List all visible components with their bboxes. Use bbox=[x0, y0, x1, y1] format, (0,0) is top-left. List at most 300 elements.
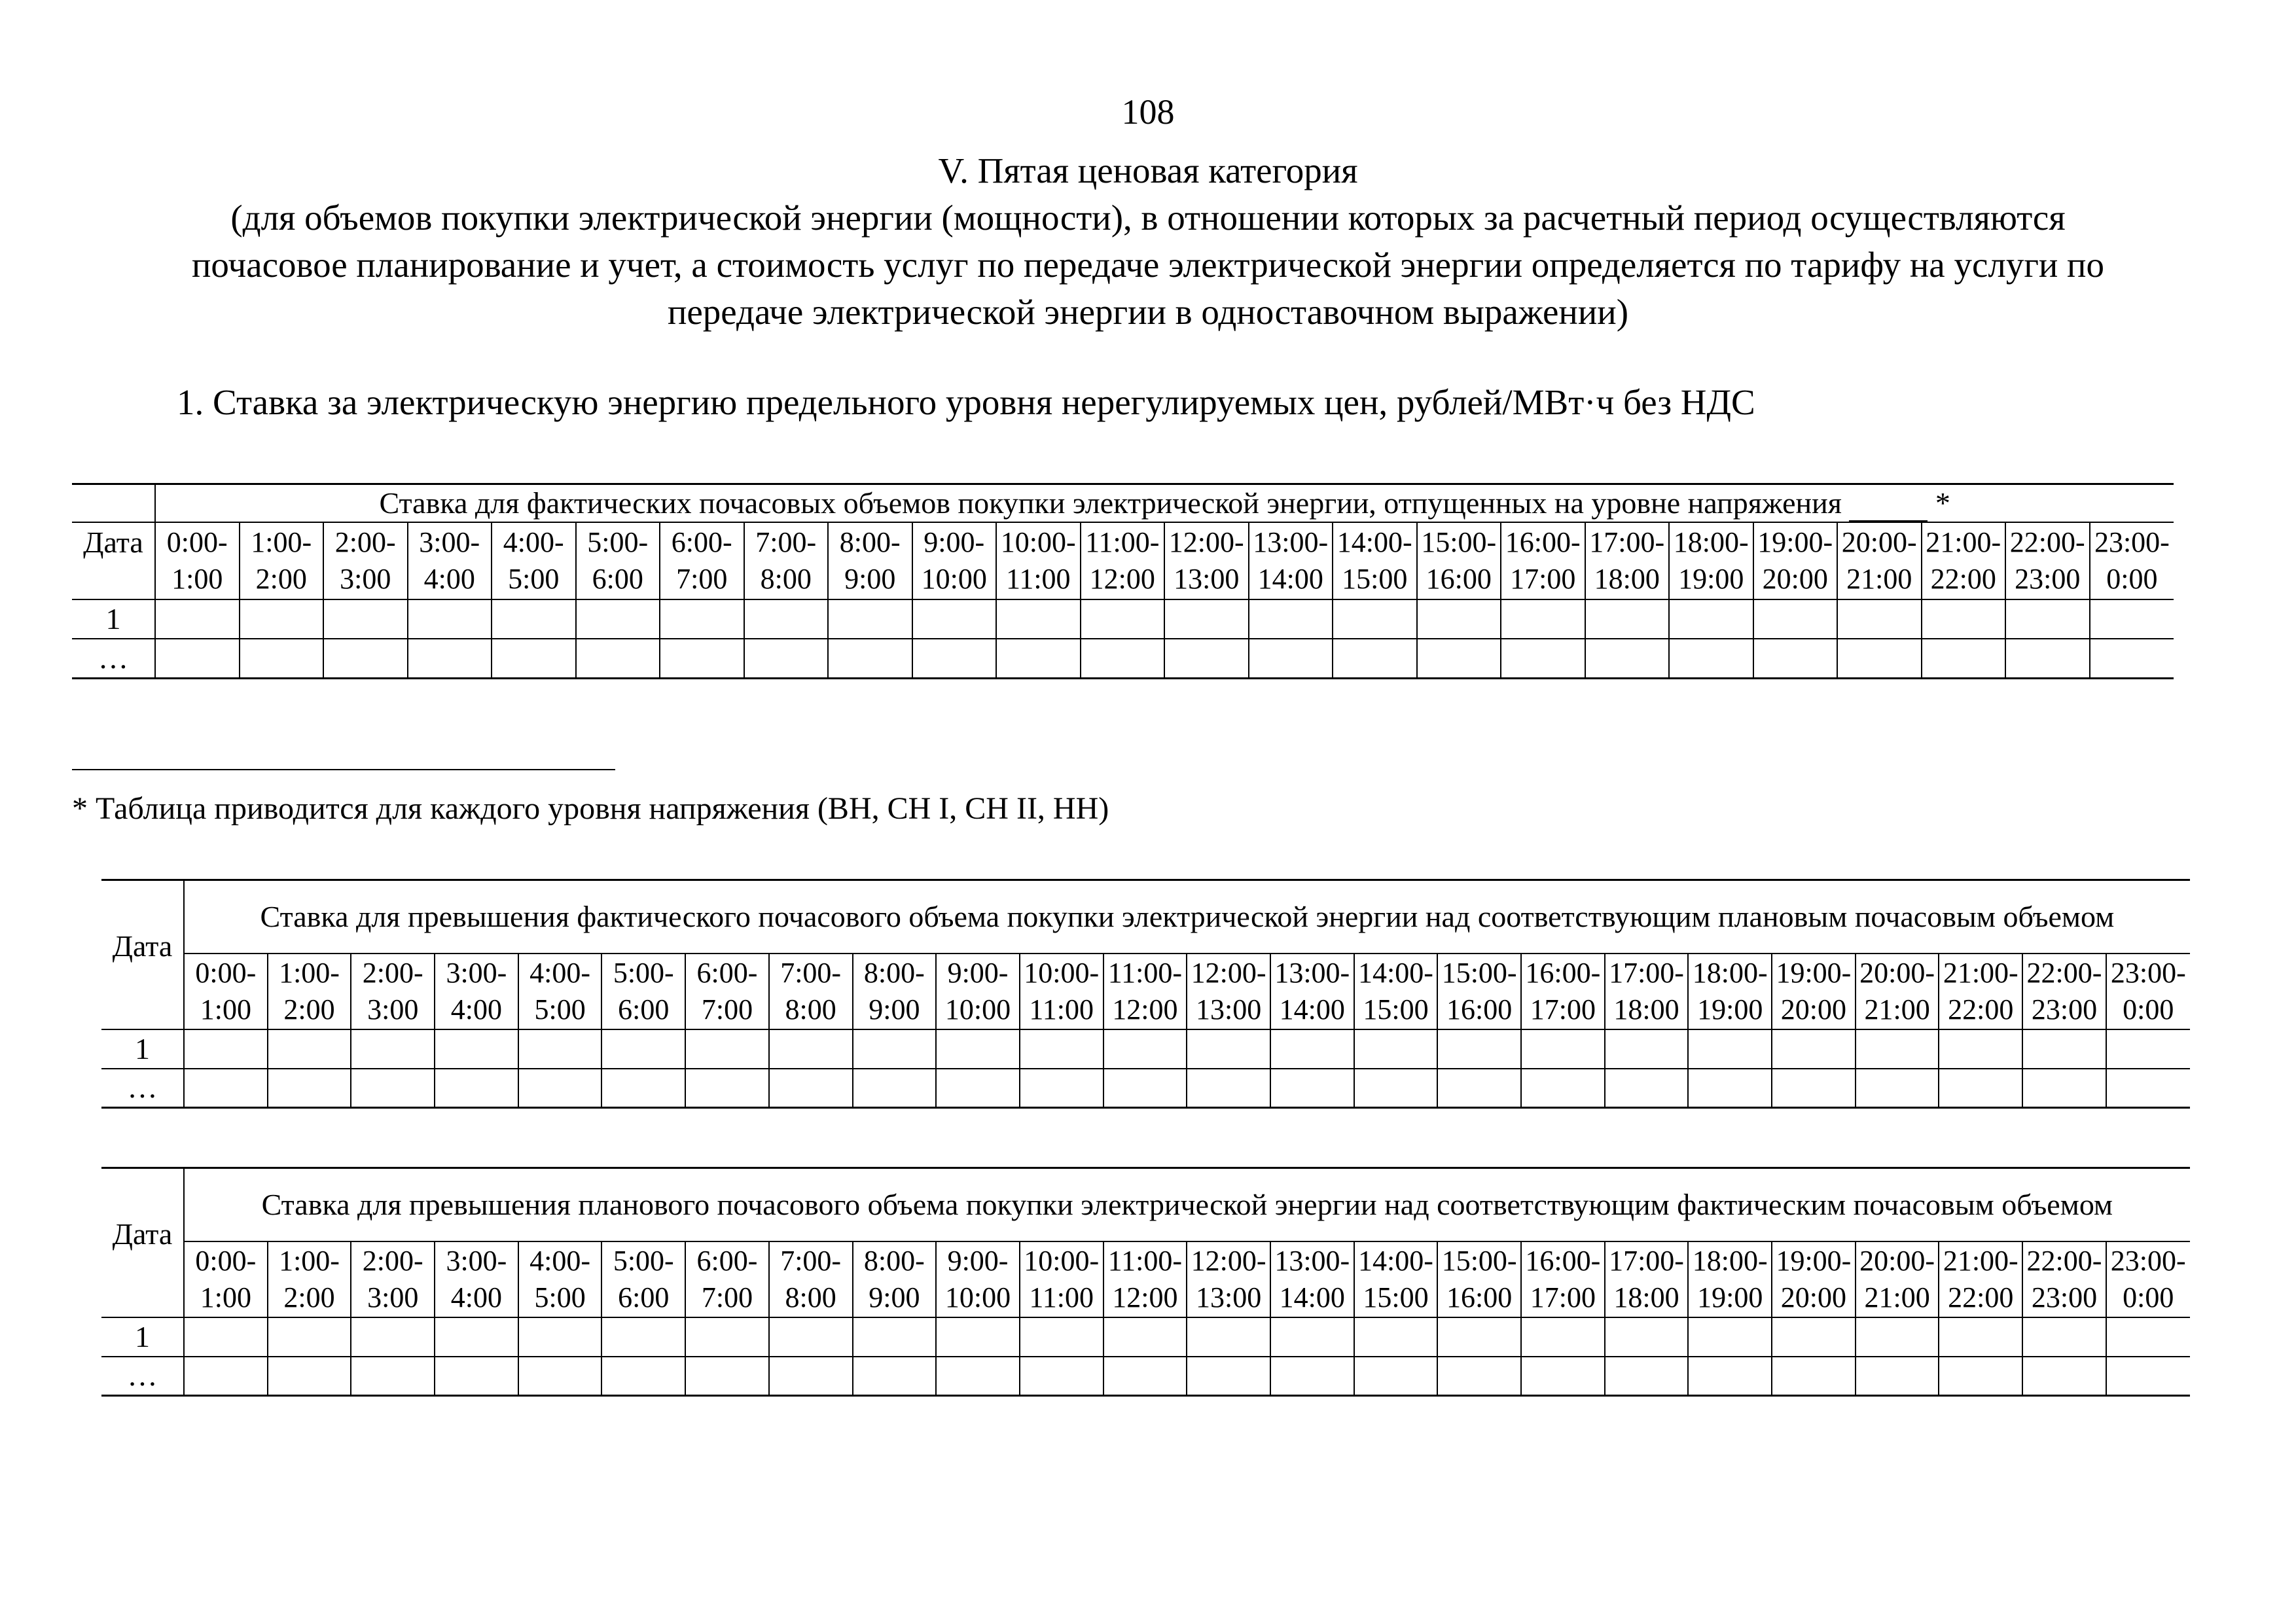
hour-end: 17:00 bbox=[1510, 563, 1576, 595]
hour-start: 12:00- bbox=[1191, 956, 1266, 989]
empty-value-cell bbox=[1164, 599, 1249, 639]
hour-start: 5:00- bbox=[613, 1244, 674, 1277]
hour-end: 5:00 bbox=[508, 563, 560, 595]
empty-value-cell bbox=[936, 1317, 1020, 1357]
hour-start: 17:00- bbox=[1609, 1244, 1684, 1277]
empty-value-cell bbox=[601, 1069, 685, 1108]
empty-value-cell bbox=[2106, 1357, 2190, 1396]
hour-end: 3:00 bbox=[340, 563, 391, 595]
hour-header-cell bbox=[351, 954, 435, 1029]
empty-value-cell bbox=[769, 1357, 853, 1396]
empty-value-cell bbox=[601, 1029, 685, 1069]
empty-value-cell bbox=[1354, 1357, 1438, 1396]
hour-start: 19:00- bbox=[1776, 1244, 1852, 1277]
empty-value-cell bbox=[685, 1029, 769, 1069]
hour-start: 18:00- bbox=[1673, 526, 1749, 558]
empty-value-cell bbox=[2106, 1317, 2190, 1357]
hour-end: 18:00 bbox=[1613, 1281, 1679, 1313]
row-label-cell bbox=[101, 1317, 184, 1357]
empty-value-cell bbox=[576, 639, 660, 678]
table-header-cell bbox=[155, 484, 2174, 523]
hour-end: 16:00 bbox=[1446, 993, 1513, 1026]
table-header-row bbox=[101, 1168, 2190, 1241]
empty-value-cell bbox=[1270, 1317, 1354, 1357]
row-label: … bbox=[127, 1071, 158, 1105]
empty-value-cell bbox=[936, 1069, 1020, 1108]
table-row bbox=[72, 599, 2174, 639]
hour-start: 0:00- bbox=[166, 526, 228, 558]
table-header-cell bbox=[184, 1168, 2190, 1241]
corner-cell bbox=[72, 484, 155, 523]
empty-value-cell bbox=[685, 1069, 769, 1108]
hour-end: 23:00 bbox=[2015, 563, 2081, 595]
hour-header-cell bbox=[769, 1241, 853, 1317]
empty-value-cell bbox=[184, 1069, 268, 1108]
hour-start: 10:00- bbox=[1024, 1244, 1100, 1277]
hour-header-cell bbox=[1187, 1241, 1270, 1317]
hour-header-cell bbox=[2106, 954, 2190, 1029]
hour-header-cell bbox=[184, 1241, 268, 1317]
empty-value-cell bbox=[2022, 1029, 2106, 1069]
empty-value-cell bbox=[1772, 1317, 1856, 1357]
hour-start: 18:00- bbox=[1692, 1244, 1768, 1277]
date-header-cell bbox=[101, 1168, 184, 1317]
hour-start: 16:00- bbox=[1525, 956, 1601, 989]
empty-value-cell bbox=[184, 1029, 268, 1069]
hour-header-cell bbox=[1249, 522, 1333, 599]
empty-value-cell bbox=[2022, 1069, 2106, 1108]
hour-header-cell bbox=[2005, 522, 2090, 599]
empty-value-cell bbox=[1020, 1317, 1103, 1357]
hour-end: 3:00 bbox=[367, 1281, 419, 1313]
empty-value-cell bbox=[1939, 1357, 2022, 1396]
hour-header-cell bbox=[1437, 1241, 1521, 1317]
hour-header-cell bbox=[936, 1241, 1020, 1317]
hour-start: 22:00- bbox=[2009, 526, 2085, 558]
row-label: 1 bbox=[105, 602, 121, 635]
hour-end: 10:00 bbox=[944, 1281, 1011, 1313]
hour-start: 21:00- bbox=[1926, 526, 2001, 558]
hour-end: 0:00 bbox=[2123, 1281, 2174, 1313]
table-header-row bbox=[72, 484, 2174, 523]
hour-end: 16:00 bbox=[1426, 563, 1492, 595]
hour-header-cell bbox=[492, 522, 576, 599]
hour-end: 6:00 bbox=[592, 563, 643, 595]
hour-end: 17:00 bbox=[1530, 1281, 1596, 1313]
hour-header-cell bbox=[1605, 1241, 1689, 1317]
hour-end: 8:00 bbox=[785, 1281, 836, 1313]
hour-header-cell bbox=[518, 1241, 602, 1317]
empty-value-cell bbox=[1270, 1357, 1354, 1396]
empty-value-cell bbox=[492, 639, 576, 678]
hour-header-cell bbox=[685, 1241, 769, 1317]
hour-header-cell bbox=[576, 522, 660, 599]
hour-start: 19:00- bbox=[1757, 526, 1833, 558]
hour-end: 19:00 bbox=[1697, 993, 1763, 1026]
empty-value-cell bbox=[408, 599, 492, 639]
empty-value-cell bbox=[1837, 599, 1922, 639]
hour-end: 10:00 bbox=[944, 993, 1011, 1026]
hour-end: 21:00 bbox=[1864, 1281, 1930, 1313]
hour-end: 11:00 bbox=[1029, 1281, 1094, 1313]
hour-end: 13:00 bbox=[1195, 1281, 1262, 1313]
hour-start: 1:00- bbox=[279, 956, 340, 989]
hour-end: 13:00 bbox=[1195, 993, 1262, 1026]
hour-start: 5:00- bbox=[587, 526, 649, 558]
hour-header-cell bbox=[1939, 954, 2022, 1029]
empty-value-cell bbox=[435, 1317, 518, 1357]
hour-header-cell bbox=[1688, 954, 1772, 1029]
empty-value-cell bbox=[351, 1357, 435, 1396]
heading-title: V. Пятая ценовая категория bbox=[938, 151, 1358, 190]
empty-value-cell bbox=[184, 1357, 268, 1396]
hour-end: 21:00 bbox=[1846, 563, 1912, 595]
hour-start: 10:00- bbox=[1000, 526, 1076, 558]
hour-start: 13:00- bbox=[1253, 526, 1329, 558]
empty-value-cell bbox=[1354, 1317, 1438, 1357]
empty-value-cell bbox=[518, 1317, 602, 1357]
hour-start: 4:00- bbox=[503, 526, 564, 558]
hour-header-cell bbox=[685, 954, 769, 1029]
empty-value-cell bbox=[1922, 639, 2006, 678]
empty-value-cell bbox=[1417, 639, 1501, 678]
rate-table-excess-plan-over-actual bbox=[101, 1167, 2190, 1397]
empty-value-cell bbox=[435, 1357, 518, 1396]
hour-start: 1:00- bbox=[251, 526, 312, 558]
hour-start: 7:00- bbox=[755, 526, 817, 558]
hour-end: 22:00 bbox=[1948, 993, 2014, 1026]
hour-start: 3:00- bbox=[446, 956, 507, 989]
empty-value-cell bbox=[1270, 1029, 1354, 1069]
empty-value-cell bbox=[155, 639, 240, 678]
empty-value-cell bbox=[435, 1029, 518, 1069]
hour-header-cell bbox=[1772, 954, 1856, 1029]
hour-start: 0:00- bbox=[195, 956, 257, 989]
hour-end: 4:00 bbox=[450, 1281, 503, 1313]
hour-end: 11:00 bbox=[1005, 563, 1071, 595]
hour-end: 2:00 bbox=[283, 1281, 335, 1313]
hour-header-cell bbox=[408, 522, 492, 599]
hour-start: 16:00- bbox=[1525, 1244, 1601, 1277]
hour-end: 22:00 bbox=[1948, 1281, 2014, 1313]
empty-value-cell bbox=[1772, 1069, 1856, 1108]
hour-start: 15:00- bbox=[1441, 956, 1517, 989]
empty-value-cell bbox=[1354, 1029, 1438, 1069]
hour-start: 14:00- bbox=[1358, 956, 1433, 989]
empty-value-cell bbox=[685, 1317, 769, 1357]
hour-header-cell bbox=[744, 522, 829, 599]
empty-value-cell bbox=[1081, 599, 1165, 639]
empty-value-cell bbox=[936, 1029, 1020, 1069]
hour-start: 14:00- bbox=[1336, 526, 1412, 558]
empty-value-cell bbox=[936, 1357, 1020, 1396]
empty-value-cell bbox=[1521, 1357, 1605, 1396]
empty-value-cell bbox=[1103, 1029, 1187, 1069]
empty-value-cell bbox=[1164, 639, 1249, 678]
empty-value-cell bbox=[853, 1029, 937, 1069]
empty-value-cell bbox=[1020, 1357, 1103, 1396]
hour-end: 6:00 bbox=[618, 993, 670, 1026]
hour-header-cell bbox=[828, 522, 912, 599]
date-header-label: Дата bbox=[83, 526, 143, 559]
empty-value-cell bbox=[351, 1029, 435, 1069]
empty-value-cell bbox=[1103, 1069, 1187, 1108]
hour-start: 9:00- bbox=[947, 1244, 1009, 1277]
empty-value-cell bbox=[1688, 1029, 1772, 1069]
empty-value-cell bbox=[1856, 1029, 1939, 1069]
hour-header-cell bbox=[769, 954, 853, 1029]
hour-end: 1:00 bbox=[200, 1281, 251, 1313]
hour-header-cell bbox=[2022, 954, 2106, 1029]
hour-end: 5:00 bbox=[534, 1281, 586, 1313]
hour-header-cell bbox=[184, 954, 268, 1029]
hour-end: 1:00 bbox=[200, 993, 251, 1026]
empty-value-cell bbox=[744, 599, 829, 639]
hour-end: 15:00 bbox=[1342, 563, 1408, 595]
hour-start: 11:00- bbox=[1107, 1244, 1183, 1277]
hour-start: 22:00- bbox=[2026, 1244, 2102, 1277]
hour-header-cell bbox=[1521, 1241, 1605, 1317]
hour-end: 4:00 bbox=[423, 563, 475, 595]
hour-end: 21:00 bbox=[1864, 993, 1930, 1026]
table-header-text: Ставка для превышения фактического почасового объема покупки электрической энергии над соответствующим плановым почасовым объемом bbox=[260, 899, 2115, 933]
hour-header-cell bbox=[351, 1241, 435, 1317]
hour-end: 5:00 bbox=[534, 993, 586, 1026]
heading-line: передаче электрической энергии в одноставочном выражении) bbox=[667, 292, 1629, 332]
empty-value-cell bbox=[1187, 1029, 1270, 1069]
hour-end: 20:00 bbox=[1780, 1281, 1847, 1313]
hour-end: 15:00 bbox=[1363, 993, 1429, 1026]
hour-start: 5:00- bbox=[613, 956, 674, 989]
hour-start: 4:00- bbox=[529, 956, 591, 989]
heading-line: (для объемов покупки электрической энергии (мощности), в отношении которых за расчетный период осуществляются bbox=[230, 198, 2066, 238]
empty-value-cell bbox=[1521, 1069, 1605, 1108]
hour-start: 7:00- bbox=[780, 1244, 842, 1277]
empty-value-cell bbox=[1020, 1069, 1103, 1108]
page-number: 108 bbox=[1121, 92, 1175, 132]
empty-value-cell bbox=[1270, 1069, 1354, 1108]
hour-end: 0:00 bbox=[2106, 563, 2158, 595]
hour-end: 19:00 bbox=[1697, 1281, 1763, 1313]
table-row bbox=[101, 1069, 2190, 1108]
hour-header-cell bbox=[601, 1241, 685, 1317]
hour-header-cell bbox=[1688, 1241, 1772, 1317]
date-header-cell bbox=[72, 522, 155, 599]
empty-value-cell bbox=[1437, 1069, 1521, 1108]
hour-start: 21:00- bbox=[1943, 1244, 2018, 1277]
hour-end: 6:00 bbox=[618, 1281, 670, 1313]
empty-value-cell bbox=[1688, 1357, 1772, 1396]
hour-end: 22:00 bbox=[1930, 563, 1996, 595]
empty-value-cell bbox=[1081, 639, 1165, 678]
hour-header-cell bbox=[1354, 1241, 1438, 1317]
hour-end: 19:00 bbox=[1678, 563, 1744, 595]
hour-start: 12:00- bbox=[1191, 1244, 1266, 1277]
hour-end: 3:00 bbox=[367, 993, 419, 1026]
hour-start: 17:00- bbox=[1609, 956, 1684, 989]
footnote: * Таблица приводится для каждого уровня напряжения (ВН, СН I, СН II, НН) bbox=[72, 791, 1109, 826]
hour-end: 20:00 bbox=[1780, 993, 1847, 1026]
empty-value-cell bbox=[601, 1357, 685, 1396]
empty-value-cell bbox=[2005, 599, 2090, 639]
hour-start: 17:00- bbox=[1589, 526, 1665, 558]
hour-end: 23:00 bbox=[2031, 993, 2098, 1026]
hour-header-cell bbox=[1856, 954, 1939, 1029]
empty-value-cell bbox=[1753, 639, 1838, 678]
empty-value-cell bbox=[1437, 1029, 1521, 1069]
empty-value-cell bbox=[1187, 1069, 1270, 1108]
empty-value-cell bbox=[518, 1029, 602, 1069]
hour-header-cell bbox=[1081, 522, 1165, 599]
hour-header-cell bbox=[1605, 954, 1689, 1029]
empty-value-cell bbox=[1417, 599, 1501, 639]
hour-header-cell bbox=[323, 522, 408, 599]
empty-value-cell bbox=[408, 639, 492, 678]
empty-value-cell bbox=[435, 1069, 518, 1108]
hour-header-cell bbox=[853, 954, 937, 1029]
section-heading bbox=[65, 147, 2231, 336]
empty-value-cell bbox=[1856, 1357, 1939, 1396]
hour-start: 3:00- bbox=[446, 1244, 507, 1277]
hour-start: 8:00- bbox=[863, 1244, 925, 1277]
row-label-cell bbox=[101, 1357, 184, 1396]
hour-start: 13:00- bbox=[1274, 956, 1350, 989]
empty-value-cell bbox=[1103, 1357, 1187, 1396]
empty-value-cell bbox=[769, 1317, 853, 1357]
hour-end: 8:00 bbox=[785, 993, 836, 1026]
empty-value-cell bbox=[1605, 1029, 1689, 1069]
date-header-cell bbox=[101, 880, 184, 1029]
hour-header-cell bbox=[1270, 954, 1354, 1029]
hour-end: 20:00 bbox=[1762, 563, 1828, 595]
row-label: … bbox=[98, 641, 128, 675]
empty-value-cell bbox=[1605, 1357, 1689, 1396]
empty-value-cell bbox=[268, 1069, 351, 1108]
hour-header-cell bbox=[1939, 1241, 2022, 1317]
hour-end: 12:00 bbox=[1112, 1281, 1178, 1313]
empty-value-cell bbox=[1922, 599, 2006, 639]
hour-start: 12:00- bbox=[1168, 526, 1244, 558]
empty-value-cell bbox=[268, 1317, 351, 1357]
hour-header-cell bbox=[660, 522, 744, 599]
table-row bbox=[72, 639, 2174, 678]
empty-value-cell bbox=[828, 639, 912, 678]
hour-header-cell bbox=[435, 1241, 518, 1317]
hour-end: 12:00 bbox=[1089, 563, 1155, 595]
hour-header-cell bbox=[1333, 522, 1417, 599]
empty-value-cell bbox=[2022, 1357, 2106, 1396]
hour-header-cell bbox=[1772, 1241, 1856, 1317]
empty-value-cell bbox=[1333, 639, 1417, 678]
hour-start: 4:00- bbox=[529, 1244, 591, 1277]
hour-start: 20:00- bbox=[1859, 956, 1935, 989]
empty-value-cell bbox=[853, 1069, 937, 1108]
date-header-label: Дата bbox=[112, 1217, 173, 1251]
empty-value-cell bbox=[1856, 1317, 1939, 1357]
row-label-cell bbox=[72, 639, 155, 678]
empty-value-cell bbox=[1187, 1317, 1270, 1357]
empty-value-cell bbox=[240, 639, 324, 678]
hour-header-cell bbox=[240, 522, 324, 599]
empty-value-cell bbox=[1437, 1357, 1521, 1396]
empty-value-cell bbox=[1772, 1029, 1856, 1069]
empty-value-cell bbox=[1939, 1317, 2022, 1357]
empty-value-cell bbox=[1753, 599, 1838, 639]
hour-start: 19:00- bbox=[1776, 956, 1852, 989]
empty-value-cell bbox=[323, 639, 408, 678]
hour-header-cell bbox=[601, 954, 685, 1029]
hour-start: 6:00- bbox=[696, 1244, 758, 1277]
heading-line: почасовое планирование и учет, а стоимость услуг по передаче электрической энергии определяется по тарифу на услуги по bbox=[191, 245, 2104, 285]
row-label: 1 bbox=[135, 1031, 150, 1065]
hour-start: 14:00- bbox=[1358, 1244, 1433, 1277]
empty-value-cell bbox=[518, 1357, 602, 1396]
hour-end: 15:00 bbox=[1363, 1281, 1429, 1313]
hour-start: 15:00- bbox=[1421, 526, 1497, 558]
hour-header-cell bbox=[1417, 522, 1501, 599]
empty-value-cell bbox=[240, 599, 324, 639]
empty-value-cell bbox=[492, 599, 576, 639]
empty-value-cell bbox=[685, 1357, 769, 1396]
table-row bbox=[101, 1317, 2190, 1357]
hour-header-cell bbox=[1270, 1241, 1354, 1317]
hour-start: 8:00- bbox=[839, 526, 901, 558]
hour-start: 16:00- bbox=[1505, 526, 1581, 558]
hour-start: 23:00- bbox=[2110, 1244, 2186, 1277]
hour-end: 11:00 bbox=[1029, 993, 1094, 1026]
hour-start: 8:00- bbox=[863, 956, 925, 989]
hour-end: 17:00 bbox=[1530, 993, 1596, 1026]
empty-value-cell bbox=[1585, 599, 1670, 639]
empty-value-cell bbox=[2090, 639, 2174, 678]
empty-value-cell bbox=[1501, 639, 1585, 678]
hour-start: 2:00- bbox=[334, 526, 396, 558]
hour-start: 13:00- bbox=[1274, 1244, 1350, 1277]
empty-value-cell bbox=[1605, 1069, 1689, 1108]
hour-end: 14:00 bbox=[1257, 563, 1323, 595]
empty-value-cell bbox=[1669, 599, 1753, 639]
empty-value-cell bbox=[912, 639, 997, 678]
hour-header-cell bbox=[1753, 522, 1838, 599]
hour-start: 1:00- bbox=[279, 1244, 340, 1277]
row-label-cell bbox=[101, 1029, 184, 1069]
empty-value-cell bbox=[1939, 1029, 2022, 1069]
hour-start: 15:00- bbox=[1441, 1244, 1517, 1277]
hour-end: 8:00 bbox=[760, 563, 812, 595]
empty-value-cell bbox=[1856, 1069, 1939, 1108]
empty-value-cell bbox=[1333, 599, 1417, 639]
table-row bbox=[101, 1029, 2190, 1069]
hours-row bbox=[101, 954, 2190, 1029]
empty-value-cell bbox=[1501, 599, 1585, 639]
hour-header-cell bbox=[1501, 522, 1585, 599]
empty-value-cell bbox=[1837, 639, 1922, 678]
empty-value-cell bbox=[1020, 1029, 1103, 1069]
hour-end: 7:00 bbox=[676, 563, 728, 595]
hour-header-cell bbox=[1437, 954, 1521, 1029]
hour-start: 11:00- bbox=[1085, 526, 1160, 558]
hour-header-cell bbox=[1187, 954, 1270, 1029]
hour-start: 7:00- bbox=[780, 956, 842, 989]
hour-start: 11:00- bbox=[1107, 956, 1183, 989]
hour-start: 2:00- bbox=[362, 1244, 423, 1277]
hour-end: 14:00 bbox=[1279, 1281, 1345, 1313]
hour-end: 0:00 bbox=[2123, 993, 2174, 1026]
hour-end: 4:00 bbox=[450, 993, 503, 1026]
hour-start: 9:00- bbox=[947, 956, 1009, 989]
hour-start: 20:00- bbox=[1859, 1244, 1935, 1277]
empty-value-cell bbox=[1249, 639, 1333, 678]
